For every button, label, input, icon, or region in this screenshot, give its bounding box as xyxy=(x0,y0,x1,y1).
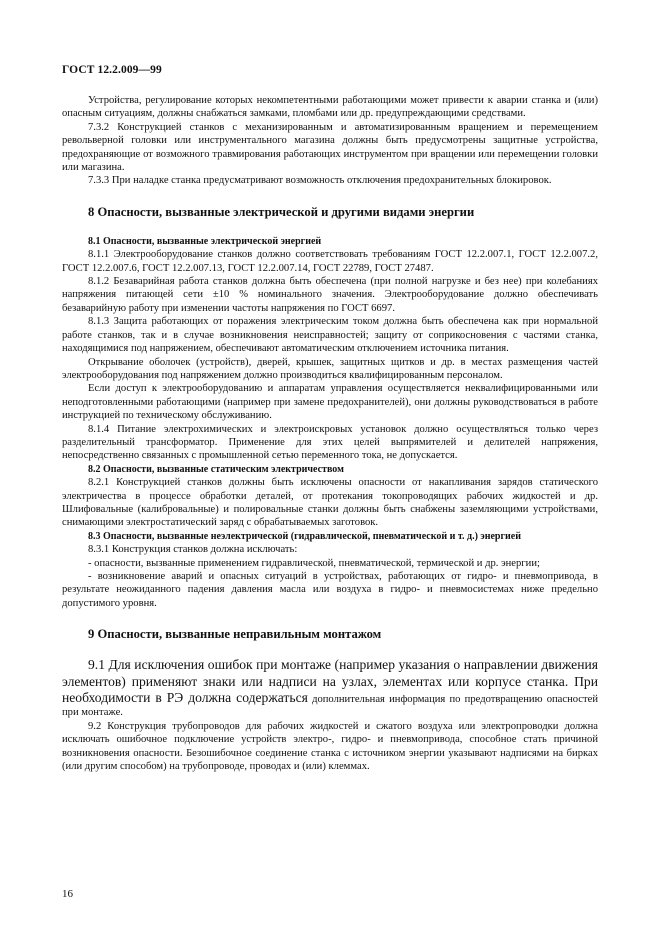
document-body xyxy=(62,94,598,773)
paragraph: - опасности, вызванные применением гидравлической, пневматической, термической и др. энергии; xyxy=(88,557,540,569)
paragraph: 8.2.1 Конструкцией станков должны быть исключены опасности от накапливания зарядов статического электричества в процессе обработки деталей, от протекания токопроводящих рабочих жидкостей и др. Шлифовальные (калибровальные) и полировальные станки должны быть снабжены заземляющими устройствами, снимающими электростатический заряд с обрабатываемых заготовок. xyxy=(62,477,598,529)
paragraph: 8.1.3 Защита работающих от поражения электрическим током должна быть обеспечена как при нормальной работе станков, так и в случае возникновения неисправностей; защиту от соприкосновения с частями станка, находящимися под напряжением, обеспечивают автоматическим отключением источника питания. xyxy=(62,316,598,355)
paragraph: - возникновение аварий и опасных ситуаций в устройствах, работающих от гидро- и пневмопривода, в результате неожиданного падения давления масла или воздуха в гидро- и пневмосистемах ниже предельно допустимого уровня. xyxy=(62,571,598,609)
paragraph: 8.1.4 Питание электрохимических и электроискровых установок должно осуществляться только через разделительный трансформатор. Применение для этих целей выпрямителей и делителей напряжения, непосредственно связанных с промышленной сетью переменного тока, не допускается. xyxy=(62,423,598,462)
paragraph: 8.3.1 Конструкция станков должна исключать: xyxy=(88,544,298,556)
subsection-8-1-title: 8.1 Опасности, вызванные электрической энергией xyxy=(88,235,322,247)
paragraph: 7.3.3 При наладке станка предусматривают возможность отключения предохранительных блокировок. xyxy=(88,175,552,187)
paragraph: Если доступ к электрооборудованию и аппаратам управления осуществляется неквалифицированными или неподготовленными работающими (например при замене предохранителей), они должны руководствоваться в работе инструкцией по техническому обслуживанию. xyxy=(62,383,598,422)
paragraph: 7.3.2 Конструкцией станков с механизированным и автоматизированным вращением и перемещением револьверной головки или инструментального магазина должны быть предусмотрены защитные устройства, предохраняющие от возможного травмирования работающих инструментом при вращении или перемещении головки или магазина. xyxy=(62,121,598,174)
paragraph: 9.2 Конструкция трубопроводов для рабочих жидкостей и сжатого воздуха или электропроводки должна исключать ошибочное подключение устройств электро-, гидро- и пневмопривода, способное стать причиной возникновения опасности. Безошибочное соединение станка с источником энергии указывают надписями на бирках (или другим способом) на трубопроводе, проводах и (или) клеммах. xyxy=(62,720,598,773)
document-header: ГОСТ 12.2.009—99 xyxy=(62,64,162,76)
page-number: 16 xyxy=(62,888,73,900)
paragraph xyxy=(62,657,598,720)
paragraph: Устройства, регулирование которых некомпетентными работающими может привести к аварии станка и (или) опасным ситуациям, должны снабжаться замками, пломбами или др. предупреждающими средствами. xyxy=(62,95,598,120)
subsection-8-2-title: 8.2 Опасности, вызванные статическим электричеством xyxy=(88,463,344,475)
subsection-8-3-title: 8.3 Опасности, вызванные неэлектрической (гидравлической, пневматической и т. д.) энергией xyxy=(88,530,521,542)
paragraph-large-text: 9.1 Для исключения ошибок при монтаже (например указания о направлении движения элементов) применяют знаки или надписи на узлах, элементах или корпусе станка. При необходимости в РЭ должна содержаться xyxy=(62,657,598,706)
paragraph: 8.1.2 Безаварийная работа станков должна быть обеспечена (при полной нагрузке и без нее) при колебаниях напряжения питающей сети ±10 % номинального значения. Электрооборудование должно обеспечивать безаварийную работу при изменении частоты напряжения по ГОСТ 6697. xyxy=(62,276,598,314)
paragraph: 8.1.1 Электрооборудование станков должно соответствовать требованиям ГОСТ 12.2.007.1, ГОСТ 12.2.007.2, ГОСТ 12.2.007.6, ГОСТ 12.2.007.13, ГОСТ 12.2.007.14, ГОСТ 22789, ГОСТ 27487. xyxy=(62,249,598,274)
paragraph: Открывание оболочек (устройств), дверей, крышек, защитных щитков и др. в местах размещения частей электрооборудования под напряжением должно производиться квалифицированным персоналом. xyxy=(62,356,598,381)
section-8-title: 8 Опасности, вызванные электрической и другими видами энергии xyxy=(88,204,475,219)
section-9-title: 9 Опасности, вызванные неправильным монтажом xyxy=(88,627,382,642)
paragraph-normal-text: дополнительная информация по предотвращению опасностей при монтаже. xyxy=(62,694,598,719)
